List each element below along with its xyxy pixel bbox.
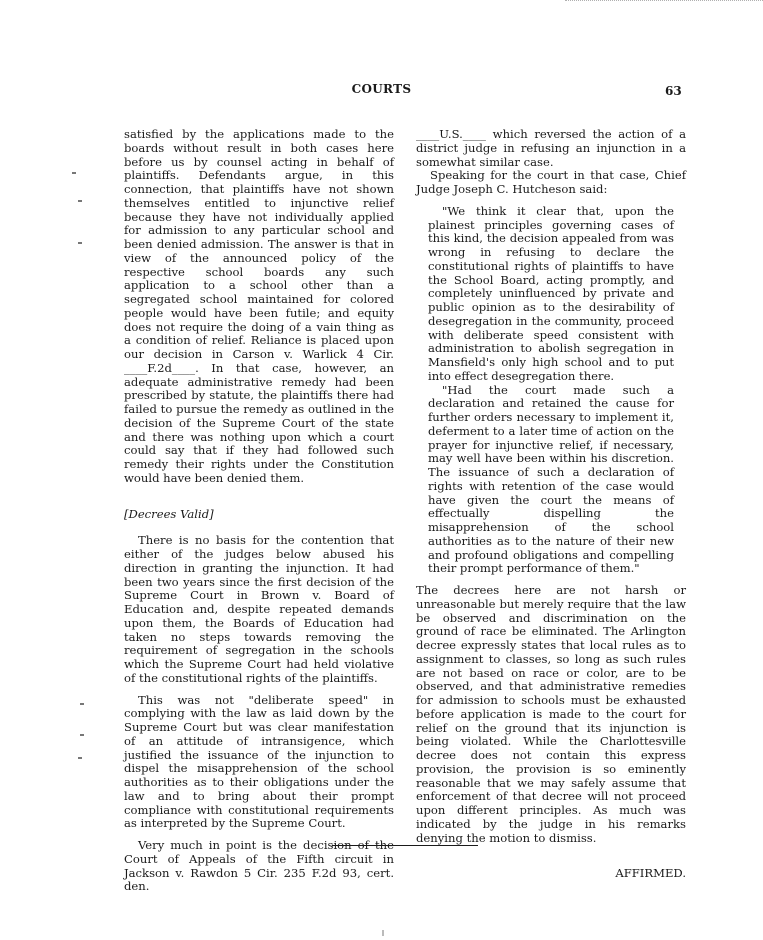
margin-mark (78, 757, 82, 759)
disposition: AFFIRMED. (615, 866, 686, 881)
body-paragraph: The decrees here are not harsh or unreasonable but merely require that the law be observed and discrimination on the ground of race be eliminated. The Arlington decree expressly states that local rules as to assignment to classes, so long as such rules are not based on race or color, are to be observed, and that administrative remedies for admission to schools must be exhausted before application is made to the court for relief on the ground that its injunction is being violated. While the Charlottesville decree does not contain this express provision, the provision is so eminently reasonable that we may safely assume that enforcement of that decree will not proceed upon different principles. As much was indicated by the judge in his remarks denying the motion to dismiss. (416, 583, 686, 845)
body-paragraph: There is no basis for the contention that either of the judges below abused his direction in granting the injunction. It had been two years since the first decision of the Supreme Court in Brown v. Board of Education and, despite repeated demands upon them, the Boards of Education had taken no steps towards removing the requirement of segregation in the schools which the Supreme Court had held violative of the constitutional rights of the plaintiffs. (124, 533, 394, 685)
margin-mark (72, 172, 76, 174)
body-paragraph: Very much in point is the decision of the Court of Appeals of the Fifth circuit in Jackson v. Rawdon 5 Cir. 235 F.2d 93, cert. den. (124, 838, 394, 894)
top-border-rule (565, 0, 763, 1)
margin-mark (78, 200, 82, 202)
page-number: 63 (665, 84, 682, 98)
end-rule (332, 845, 478, 846)
running-head: COURTS (351, 82, 412, 96)
block-quote: "We think it clear that, upon the plainest principles governing cases of this kind, the decision appealed from was wrong in refusing to declare the constitutional rights of plaintiffs to have the School Board, acting promptly, and completely uninfluenced by private and public opinion as to the desirability of desegregation in the community, proceed with deliberate speed consistent with administration to abolish segregation in Mansfield's only high school and to put into effect desegregation there. (428, 203, 674, 383)
margin-mark (78, 242, 82, 244)
left-column (124, 128, 394, 894)
margin-mark (80, 734, 84, 736)
footer-mark (382, 930, 384, 936)
body-paragraph: satisfied by the applications made to the boards without result in both cases here before us by counsel acting in behalf of plaintiffs. Defendants argue, in this connection, that plaintiffs have not shown themselves entitled to injunctive relief because they have not individually applied for admission to any particular school and been denied admission. The answer is that in view of the announced policy of the respective school boards any such application to a school other than a segregated school maintained for colored people would have been futile; and equity does not require the doing of a vain thing as a condition of relief. Reliance is placed upon our decision in Carson v. Warlick 4 Cir. ____F.2d____. In that case, however, an adequate administrative remedy had been prescribed by statute, the plaintiffs there had failed to pursue the remedy as outlined in the decision of the Supreme Court of the state and there was nothing upon which a court could say that if they had followed such remedy their rights under the Constitution would have been denied them. (124, 127, 394, 485)
body-paragraph: Speaking for the court in that case, Chief Judge Joseph C. Hutcheson said: (416, 168, 686, 196)
section-heading: [Decrees Valid] (124, 506, 214, 521)
margin-mark (80, 703, 84, 705)
body-paragraph: This was not "deliberate speed" in complying with the law as laid down by the Supreme Court but was clear manifestation of an attitude of intransigence, which justified the issuance of the injunction to dispel the misapprehension of the school authorities as to their obligations under the law and to bring about their prompt compliance with constitutional requirements as interpreted by the Supreme Court. (124, 692, 394, 831)
right-column (416, 128, 686, 881)
block-quote: "Had the court made such a declaration and retained the cause for further orders necessary to implement it, deferment to a later time of action on the prayer for injunctive relief, if necessary, may well have been within his discretion. The issuance of such a declaration of rights with retention of the case would have given the court the means of effectually dispelling the misapprehension of the school authorities as to the nature of their new and profound obligations and compelling their prompt performance of them." (428, 382, 674, 576)
body-paragraph: ____U.S.____ which reversed the action of a district judge in refusing an injunction in a somewhat similar case. (416, 127, 686, 169)
